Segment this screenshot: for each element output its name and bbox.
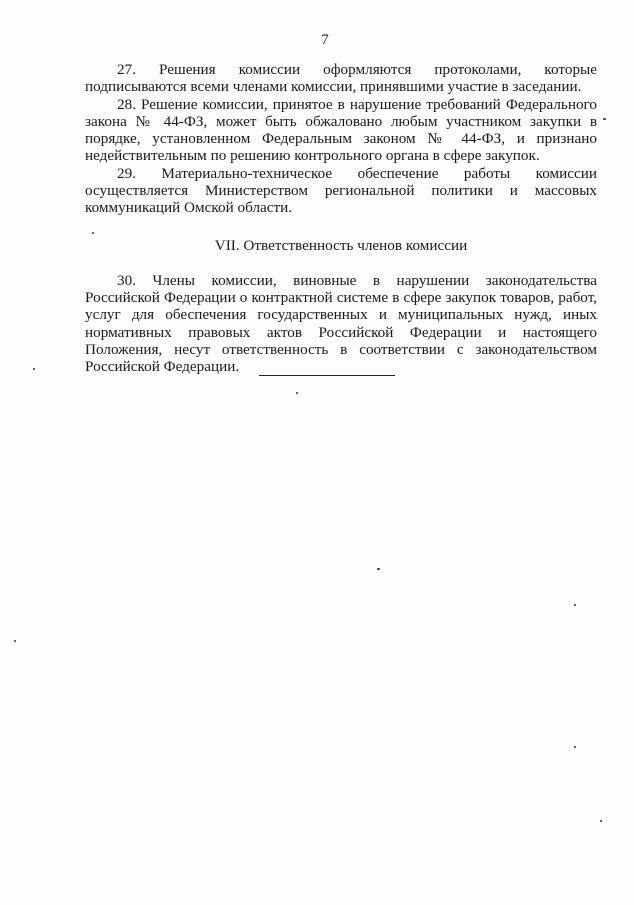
scan-speck bbox=[33, 368, 35, 370]
scan-speck bbox=[574, 604, 576, 606]
end-of-text-rule bbox=[259, 375, 395, 376]
scan-speck bbox=[574, 746, 576, 748]
scan-speck bbox=[600, 820, 602, 822]
scan-speck bbox=[377, 568, 380, 570]
paragraph-29: 29. Материально-техническое обеспечение работы комиссии осуществляется Министерством региональной политики и массовых коммуникаций Омской области. bbox=[85, 164, 597, 217]
document-body bbox=[85, 61, 597, 375]
page-number: 7 bbox=[321, 32, 329, 48]
paragraph-27: 27. Решения комиссии оформляются протоколами, которые подписываются всеми членами комиссии, принявшими участие в заседании. bbox=[85, 61, 597, 96]
scan-speck bbox=[296, 392, 298, 394]
scan-speck bbox=[92, 232, 94, 234]
scan-speck bbox=[603, 118, 606, 120]
paragraph-28: 28. Решение комиссии, принятое в нарушение требований Федерального закона № 44-ФЗ, может быть обжаловано любым участником закупки в порядке, установленном Федеральным законом № 44-ФЗ, и признано недействительным по решению контрольного органа в сфере закупок. bbox=[85, 95, 597, 165]
scan-speck bbox=[14, 640, 16, 642]
paragraph-30: 30. Члены комиссии, виновные в нарушении законодательства Российской Федерации о контрактной системе в сфере закупок товаров, работ, услуг для обеспечения государственных и муниципальных нужд, иных нормативных правовых актов Российской Федерации и настоящего Положения, несут ответственность в соответствии с законодательством Российской Федерации. bbox=[85, 271, 597, 376]
section-heading: VII. Ответственность членов комиссии bbox=[214, 236, 468, 254]
